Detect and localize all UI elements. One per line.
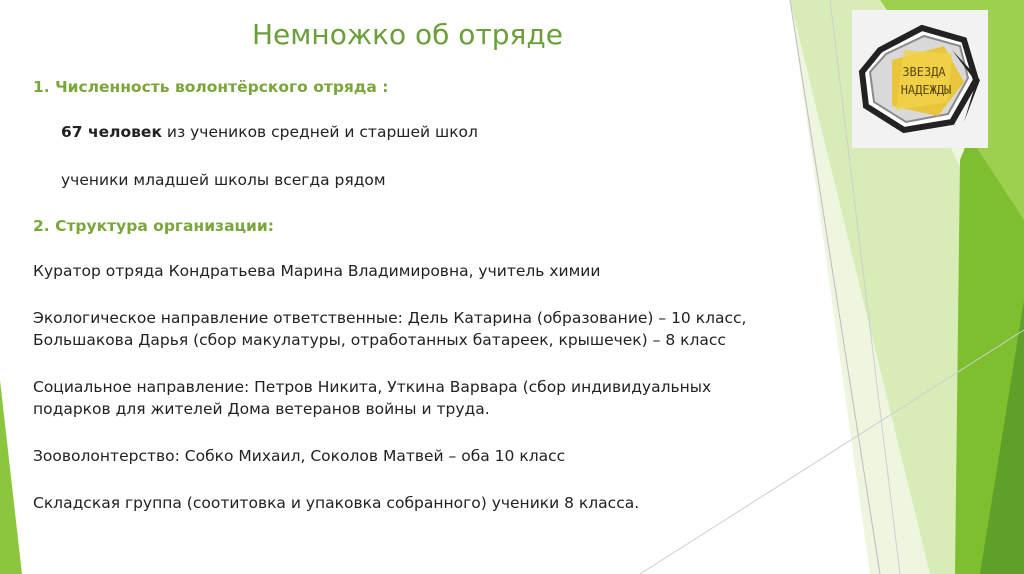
member-count-line <box>61 123 478 141</box>
star-of-hope-logo <box>852 10 988 148</box>
junior-line: ученики младшей школы всегда рядом <box>61 171 386 189</box>
item1-heading: 1. Численность волонтёрского отряда : <box>33 78 389 96</box>
logo <box>852 10 988 148</box>
slide-title: Немножко об отряде <box>252 18 563 51</box>
item2-heading: 2. Структура организации: <box>33 217 274 235</box>
social-line-2: подарков для жителей Дома ветеранов войны и труда. <box>33 400 490 418</box>
zoo-line: Зооволонтерство: Собко Михаил, Соколов Матвей – оба 10 класс <box>33 447 566 465</box>
logo-text-2: НАДЕЖДЫ <box>900 83 952 97</box>
left-triangle <box>0 380 22 574</box>
eco-line-2: Большакова Дарья (сбор макулатуры, отработанных батареек, крышечек) – 8 класс <box>33 331 726 349</box>
logo-text-1: ЗВЕЗДА <box>902 65 946 79</box>
curator-line: Куратор отряда Кондратьева Марина Владимировна, учитель химии <box>33 262 601 280</box>
member-count-desc: из учеников средней и старшей школ <box>161 123 478 141</box>
member-count: 67 человек <box>61 123 162 141</box>
social-line-1: Социальное направление: Петров Никита, Уткина Варвара (сбор индивидуальных <box>33 378 712 396</box>
eco-line-1: Экологическое направление ответственные: Дель Катарина (образование) – 10 класс, <box>33 309 747 327</box>
warehouse-line: Складская группа (соотитовка и упаковка собранного) ученики 8 класса. <box>33 494 640 512</box>
